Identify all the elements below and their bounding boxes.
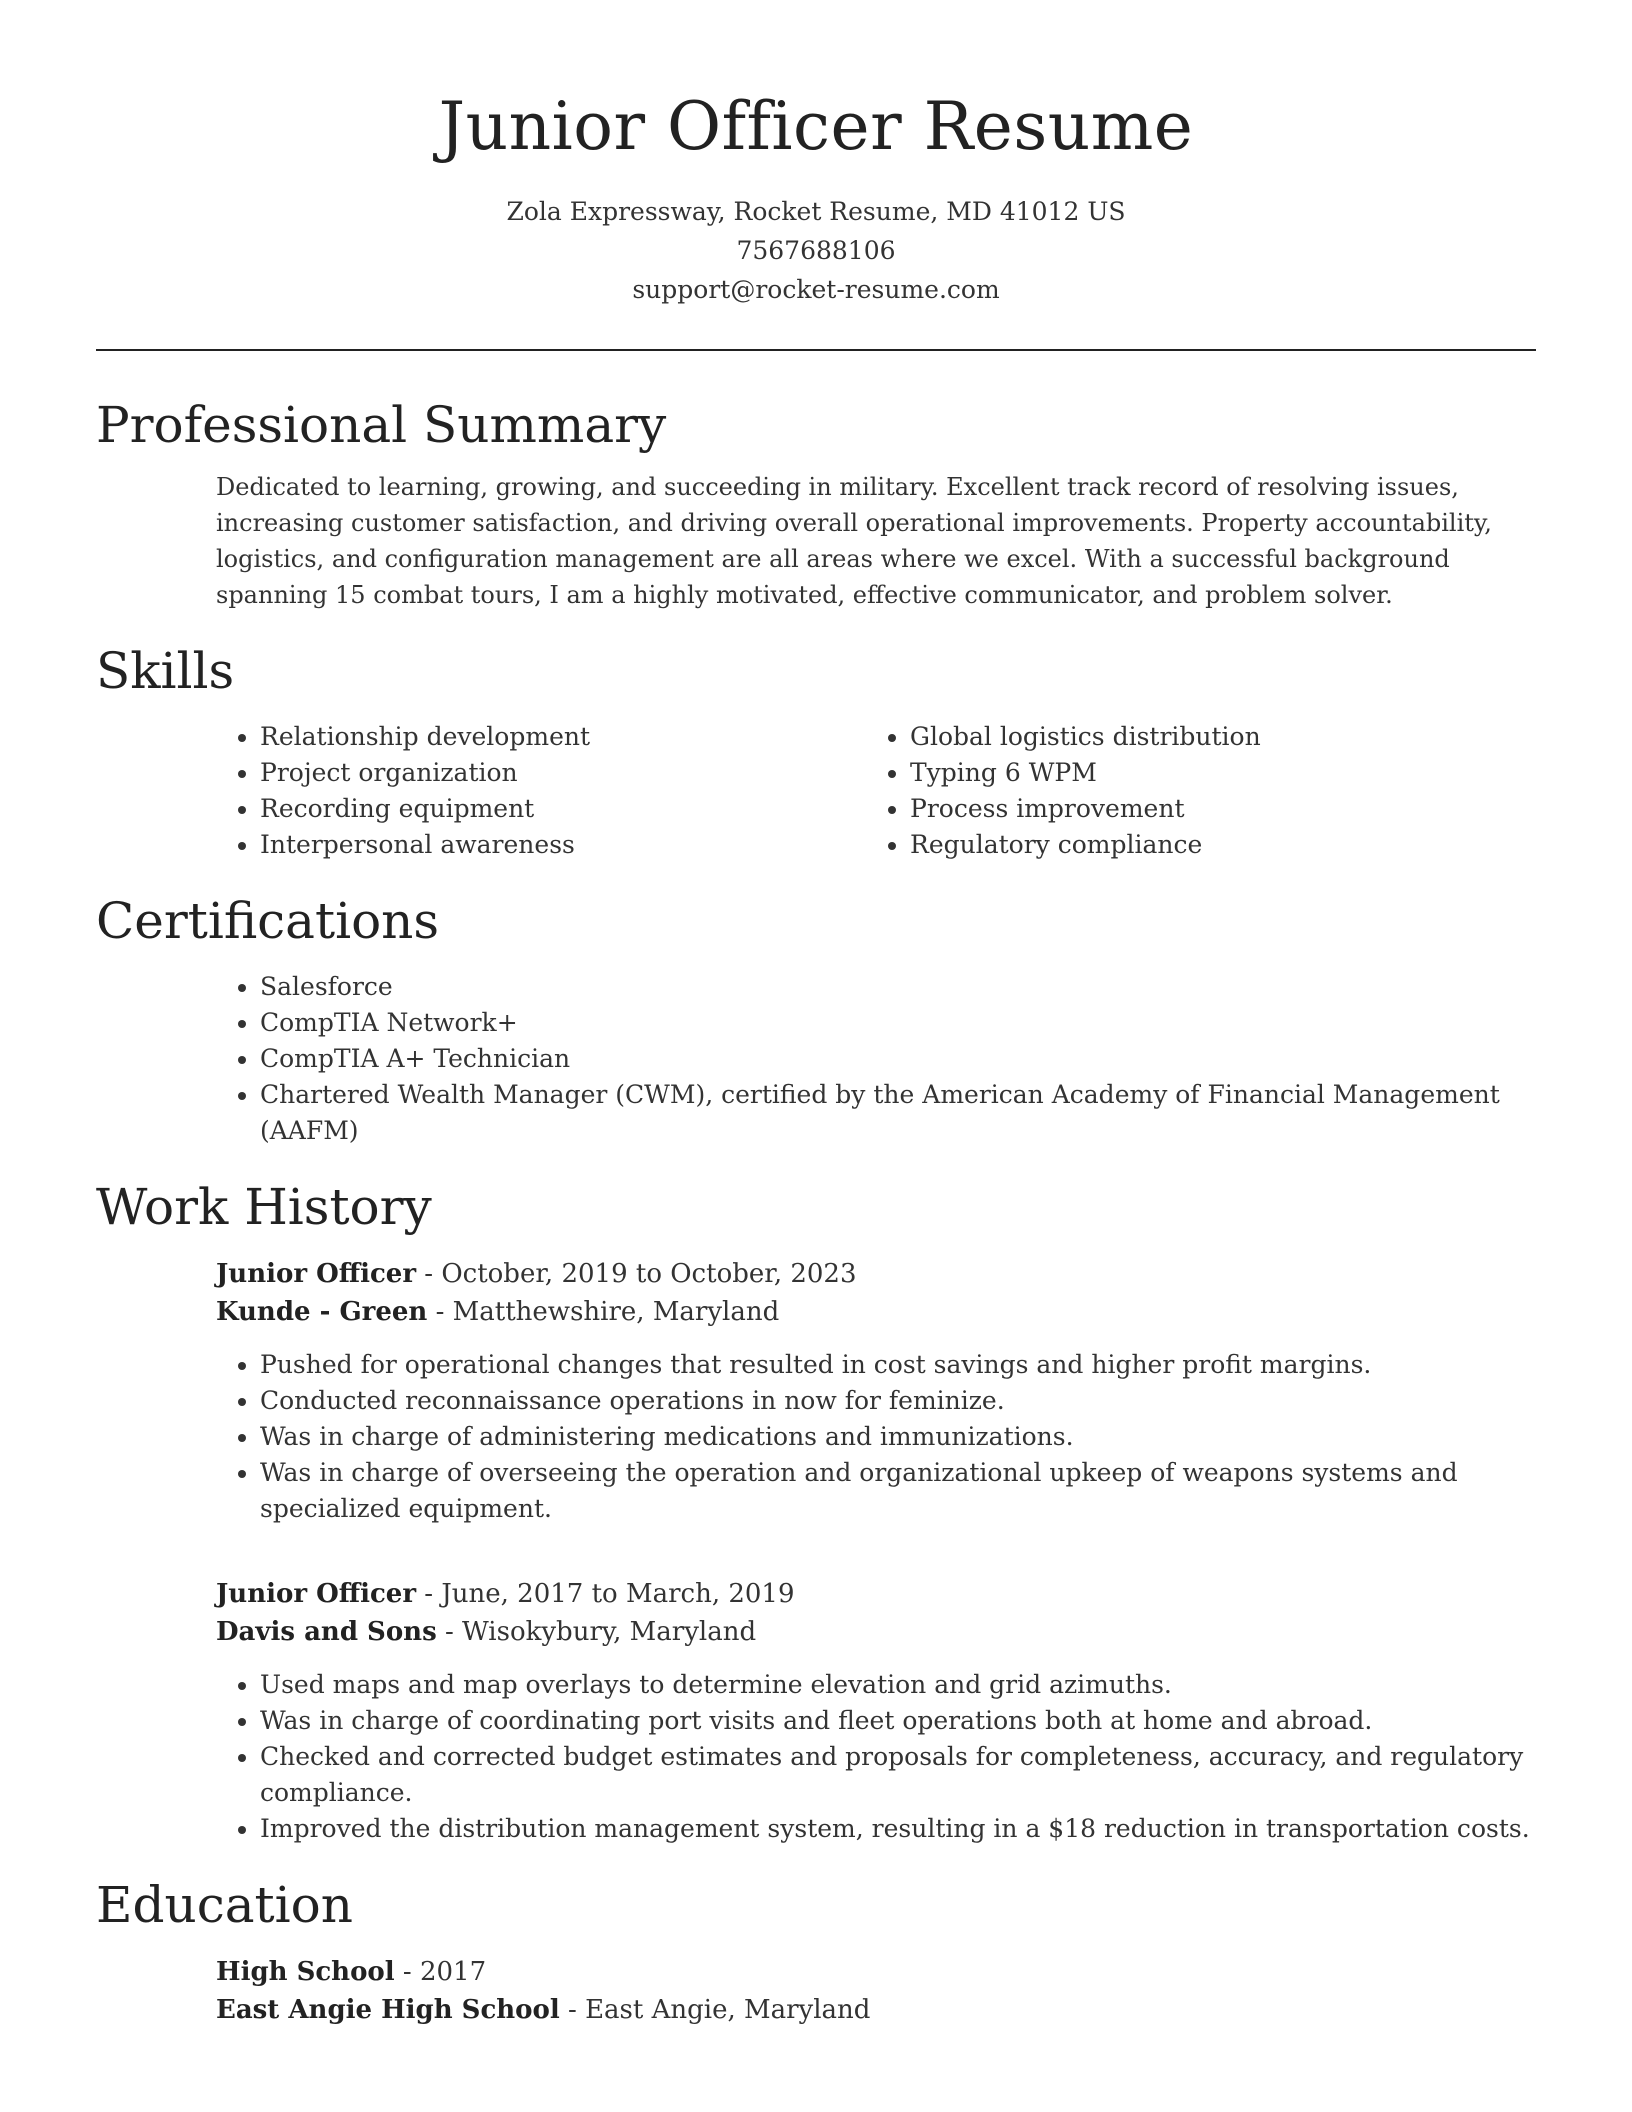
job-title-line	[216, 1575, 1536, 1613]
contact-phone: 7567688106	[736, 236, 896, 265]
job-location: - Wisokybury, Maryland	[436, 1617, 757, 1647]
skills-column-right	[866, 719, 1516, 863]
job-bullet: • Conducted reconnaissance operations in now for feminize.	[260, 1383, 1580, 1419]
job-dates: - June, 2017 to March, 2019	[416, 1579, 795, 1609]
job-bullet: • Used maps and map overlays to determine elevation and grid azimuths.	[260, 1667, 1580, 1703]
education-heading: Education	[96, 1876, 353, 1934]
job-title: Junior Officer	[216, 1259, 417, 1289]
education-section	[96, 1873, 1536, 2029]
work-history-heading: Work History	[96, 1178, 432, 1236]
education-degree-line	[216, 1953, 1536, 1991]
skill-item: • Project organization	[260, 755, 866, 791]
job-bullet: • Was in charge of coordinating port visits and fleet operations both at home and abroad.	[260, 1703, 1580, 1739]
education-entry	[216, 1953, 1536, 2029]
skill-item: • Typing 6 WPM	[910, 755, 1516, 791]
skill-item: • Interpersonal awareness	[260, 827, 866, 863]
job-location: - Matthewshire, Maryland	[427, 1297, 780, 1327]
job-bullet: • Pushed for operational changes that resulted in cost savings and higher profit margins.	[260, 1347, 1580, 1383]
job-bullets	[216, 1667, 1580, 1847]
resume-header	[96, 0, 1536, 309]
certification-item: • CompTIA A+ Technician	[260, 1041, 1536, 1077]
job-company: Kunde - Green	[216, 1297, 428, 1327]
resume-title: Junior Officer Resume	[438, 88, 1194, 165]
job-title-line	[216, 1255, 1536, 1293]
contact-address: Zola Expressway, Rocket Resume, MD 41012 US	[506, 197, 1126, 226]
job-bullet: • Was in charge of administering medications and immunizations.	[260, 1419, 1580, 1455]
resume-page	[96, 0, 1536, 2029]
job-bullet: • Improved the distribution management system, resulting in a $18 reduction in transportation costs.	[260, 1811, 1580, 1847]
certifications-heading: Certifications	[96, 892, 440, 950]
job-entry	[216, 1575, 1536, 1847]
job-dates: - October, 2019 to October, 2023	[416, 1259, 857, 1289]
skills-heading: Skills	[96, 642, 235, 700]
job-bullets	[216, 1347, 1580, 1527]
education-location: - East Angie, Maryland	[559, 1995, 871, 2025]
certification-item: • Salesforce	[260, 969, 1536, 1005]
education-degree: High School	[216, 1957, 395, 1987]
job-company-line	[216, 1613, 1536, 1651]
contact-email: support@rocket-resume.com	[632, 275, 1000, 304]
skill-item: • Regulatory compliance	[910, 827, 1516, 863]
skills-column-left	[216, 719, 866, 863]
certification-item: • Chartered Wealth Manager (CWM), certified by the American Academy of Financial Management (AAFM)	[260, 1077, 1536, 1149]
job-bullet: • Checked and corrected budget estimates and proposals for completeness, accuracy, and regulatory compliance.	[260, 1739, 1580, 1811]
summary-text: Dedicated to learning, growing, and succeeding in military. Excellent track record of resolving issues, increasing customer satisfaction, and driving overall operational improvements. Property accountability, logistics, and configuration management are all areas where we excel. With a successful background spanning 15 combat tours, I am a highly motivated, effective communicator, and problem solver.	[216, 473, 1492, 609]
job-entry	[216, 1255, 1536, 1527]
skill-item: • Global logistics distribution	[910, 719, 1516, 755]
header-divider	[96, 349, 1536, 351]
certification-item: • CompTIA Network+	[260, 1005, 1536, 1041]
summary-heading: Professional Summary	[96, 396, 667, 454]
education-school: East Angie High School	[216, 1995, 560, 2025]
certifications-section	[96, 889, 1536, 1149]
certifications-list	[216, 969, 1536, 1149]
education-year: - 2017	[394, 1957, 487, 1987]
job-title: Junior Officer	[216, 1579, 417, 1609]
contact-info	[96, 192, 1536, 309]
skill-item: • Process improvement	[910, 791, 1516, 827]
education-school-line	[216, 1991, 1536, 2029]
work-history-section	[96, 1175, 1536, 1847]
skills-section	[96, 639, 1536, 863]
skills-grid	[216, 719, 1536, 863]
job-company: Davis and Sons	[216, 1617, 437, 1647]
summary-section	[96, 393, 1536, 613]
job-bullet: • Was in charge of overseeing the operation and organizational upkeep of weapons systems and specialized equipment.	[260, 1455, 1580, 1527]
job-company-line	[216, 1293, 1536, 1331]
skill-item: • Relationship development	[260, 719, 866, 755]
skill-item: • Recording equipment	[260, 791, 866, 827]
